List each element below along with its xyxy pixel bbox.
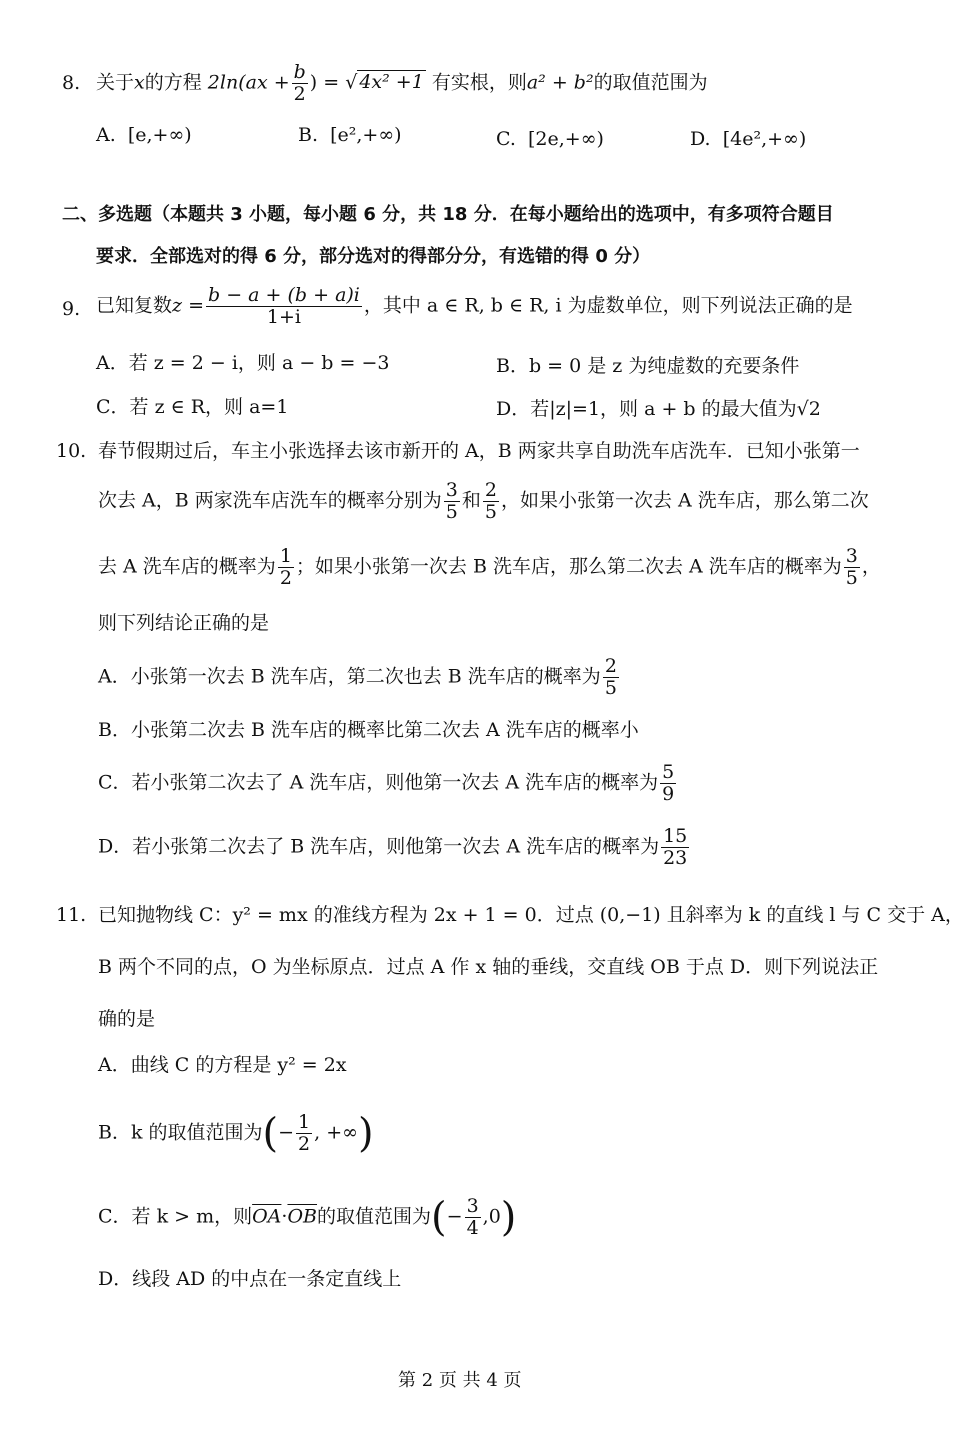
frac-den: 9 — [662, 782, 675, 805]
option-text: A．小张第一次去 B 洗车店，第二次也去 B 洗车店的概率为 — [98, 665, 601, 688]
option-fraction — [661, 826, 689, 869]
q8-var: x — [134, 71, 145, 94]
q11-line1: 已知抛物线 C：y² = mx 的准线方程为 2x + 1 = 0．过点 (0,−1) 且斜率为 k 的直线 l 与 C 交于 A， — [98, 904, 964, 926]
q8-text: 关于 — [96, 71, 135, 94]
option-value: [e,+∞) — [127, 124, 192, 146]
q10-frac-3-5 — [444, 480, 460, 523]
option-fraction — [603, 656, 619, 699]
q11-line2: B 两个不同的点，O 为坐标原点．过点 A 作 x 轴的垂线，交直线 OB 于点 D．则下列说法正 — [98, 956, 879, 978]
q9-text: ，其中 a ∈ R, b ∈ R, i 为虚数单位，则下列说法正确的是 — [363, 294, 853, 317]
option-sign: − — [278, 1121, 295, 1144]
q10-line4: 则下列结论正确的是 — [98, 612, 270, 634]
q10-option-d — [98, 826, 691, 869]
option-text: B．k 的取值范围为 — [98, 1121, 263, 1144]
q9-stem — [96, 285, 853, 328]
option-fraction — [465, 1196, 481, 1239]
dot-operator: · — [281, 1205, 288, 1228]
option-value: [2e,+∞) — [528, 128, 604, 150]
q8-number: 8. — [62, 72, 81, 94]
q8-text: 的方程 — [144, 71, 202, 94]
q10-frac-3-5b — [844, 546, 860, 589]
q10-text: ，如果小张第一次去 A 洗车店，那么第二次 — [500, 489, 869, 512]
frac-num: 5 — [662, 761, 675, 783]
frac-num: 1 — [279, 545, 292, 567]
section-header-line1: 二、多选题（本题共 3 小题，每小题 6 分，共 18 分．在每小题给出的选项中，有多项符合题目 — [62, 204, 834, 225]
q9-z: z = — [172, 294, 204, 317]
option-value: [4e²,+∞) — [722, 128, 807, 150]
q10-option-b: B．小张第二次去 B 洗车店的概率比第二次去 A 洗车店的概率小 — [98, 719, 639, 741]
q8-text: 的取值范围为 — [593, 71, 708, 94]
page-footer: 第 2 页 共 4 页 — [398, 1370, 522, 1391]
frac-num: 3 — [466, 1195, 479, 1217]
q8-expression: a² + b² — [526, 71, 594, 94]
q10-frac-2-5 — [483, 480, 499, 523]
q8-equation: ) = — [309, 71, 340, 94]
frac-den: 5 — [845, 566, 858, 589]
q11-option-b: B．k 的取值范围为(− $\frac{1}{2}$ , +∞) — [98, 1110, 374, 1157]
q10-line1: 春节假期过后，车主小张选择去该市新开的 A，B 两家共享自助洗车店洗车．已知小张第一 — [98, 440, 860, 462]
q10-line3 — [98, 546, 881, 589]
q8-fraction — [292, 62, 308, 105]
q9-number: 9. — [62, 298, 81, 320]
option-text: D．若|z|=1，则 a + b 的最大值为 — [496, 398, 797, 420]
section-header-line2: 要求．全部选对的得 6 分，部分选对的得部分分，有选错的得 0 分） — [96, 246, 651, 267]
q8-frac-num: b — [293, 61, 306, 83]
option-label: D. — [690, 128, 711, 150]
q9-frac-num: b − a + (b + a)i — [208, 284, 360, 306]
q11-line3: 确的是 — [98, 1008, 156, 1030]
q8-radical: 4x² +1 — [359, 71, 424, 94]
q11-number: 11. — [56, 904, 87, 926]
q10-number: 10. — [56, 440, 87, 462]
option-text: C．若小张第二次去了 A 洗车店，则他第一次去 A 洗车店的概率为 — [98, 771, 659, 794]
q11-option-d: D．线段 AD 的中点在一条定直线上 — [98, 1268, 402, 1290]
option-text: C．若 k > m，则 — [98, 1205, 253, 1228]
q8-equation: 2ln(ax + — [207, 71, 290, 94]
q9-option-b: B．b = 0 是 z 为纯虚数的充要条件 — [496, 355, 800, 377]
q10-text: ；如果小张第一次去 B 洗车店，那么第二次去 A 洗车店的概率为 — [295, 555, 842, 578]
q10-line2 — [98, 480, 869, 523]
option-text: D．若小张第二次去了 B 洗车店，则他第一次去 A 洗车店的概率为 — [98, 835, 660, 858]
q9-fraction — [206, 285, 362, 328]
option-value: [e²,+∞) — [330, 124, 402, 146]
q8-option-a — [96, 124, 192, 148]
q11-option-a: A．曲线 C 的方程是 y² = 2x — [98, 1054, 347, 1076]
option-text: ,0 — [482, 1205, 501, 1228]
q10-text: ， — [861, 555, 881, 578]
frac-num: 3 — [445, 479, 458, 501]
q8-option-d — [690, 128, 806, 152]
q9-frac-den: 1+i — [266, 305, 301, 328]
q10-option-a — [98, 656, 621, 699]
q8-stem: 关于x的方程 2ln(ax + $\frac{b}{2}$ ) = √ 4x² +1 有实根，则a² + b²的取值范围为 — [96, 61, 708, 105]
frac-den: 5 — [604, 676, 617, 699]
option-sign: − — [446, 1205, 463, 1228]
frac-den: 2 — [279, 566, 292, 589]
option-label: C. — [496, 128, 516, 150]
frac-den: 23 — [663, 846, 688, 869]
q9-text: 已知复数 — [96, 294, 173, 317]
option-label: B. — [298, 124, 319, 146]
frac-num: 15 — [663, 825, 688, 847]
frac-num: 1 — [298, 1111, 311, 1133]
option-text: , +∞ — [314, 1121, 358, 1144]
q9-option-c: C．若 z ∈ R，则 a=1 — [96, 396, 289, 418]
frac-den: 5 — [445, 500, 458, 523]
frac-num: 3 — [845, 545, 858, 567]
q8-option-b — [298, 124, 402, 148]
q10-text: 次去 A，B 两家洗车店洗车的概率分别为 — [98, 489, 442, 512]
q8-frac-den: 2 — [293, 82, 306, 105]
q10-option-c — [98, 762, 678, 805]
vector-ob: $\overline{OB}$ — [287, 1205, 318, 1228]
q8-text: 有实根，则 — [431, 71, 527, 94]
vector-oa: $\overline{OA}$ — [252, 1205, 282, 1228]
frac-den: 2 — [298, 1132, 311, 1155]
option-value: √2 — [796, 398, 821, 420]
q9-option-d — [496, 398, 821, 422]
frac-num: 2 — [604, 655, 617, 677]
q8-option-c — [496, 128, 604, 152]
q11-option-c: C．若 k > m，则$\overline{OA}\cdot\overline{OB}$的取值范围为(− $\frac{3}{4}$ ,0) — [98, 1194, 517, 1241]
option-text: 的取值范围为 — [317, 1205, 432, 1228]
frac-den: 5 — [484, 500, 497, 523]
frac-den: 4 — [466, 1216, 479, 1239]
q9-option-a: A．若 z = 2 − i，则 a − b = −3 — [96, 352, 390, 374]
frac-num: 2 — [484, 479, 497, 501]
option-fraction — [296, 1112, 312, 1155]
option-label: A. — [96, 124, 116, 146]
q10-text: 和 — [461, 489, 481, 512]
q10-frac-1-2 — [278, 546, 294, 589]
option-fraction — [660, 762, 676, 805]
q10-text: 去 A 洗车店的概率为 — [98, 555, 276, 578]
